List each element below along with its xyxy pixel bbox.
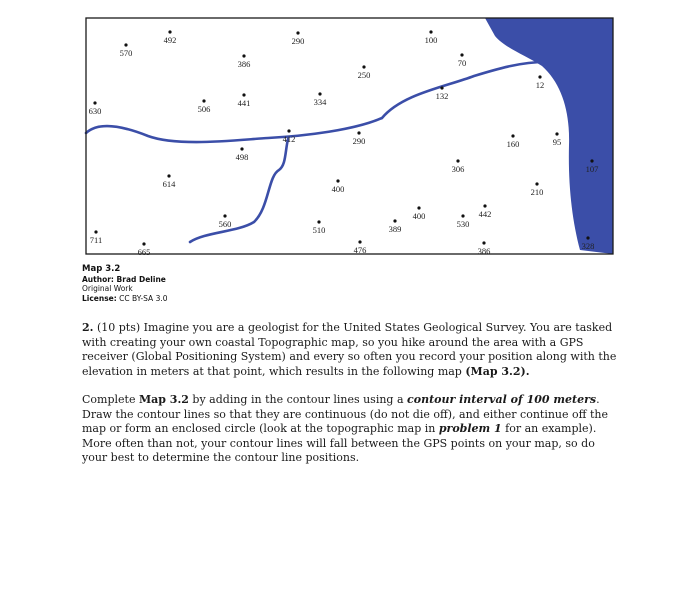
caption-license [82, 294, 168, 304]
elevation-label: 132 [435, 90, 449, 101]
elevation-label: 210 [530, 186, 544, 197]
elevation-label: 570 [119, 47, 133, 58]
gps-point-dot [242, 93, 245, 96]
gps-point [292, 31, 305, 46]
gps-point-dot [429, 30, 432, 33]
gps-point [314, 92, 328, 107]
elevation-label: 334 [313, 96, 327, 107]
instructions-part-b: by adding in the contour lines using a [188, 393, 408, 406]
contour-interval: contour interval of 100 meters [407, 393, 597, 406]
gps-point-dot [483, 204, 486, 207]
gps-point [238, 93, 251, 108]
question-paragraph-1 [82, 321, 622, 379]
elevation-label: 665 [137, 246, 151, 257]
gps-point-dot [362, 65, 365, 68]
gps-point [425, 30, 438, 45]
topographic-map [0, 0, 700, 262]
gps-point-dot [336, 179, 339, 182]
elevation-label: 12 [535, 79, 545, 90]
gps-point-dot [461, 214, 464, 217]
caption-origin: Original Work [82, 284, 133, 293]
gps-point [452, 159, 465, 174]
instructions-part-d: for an example). More often than not, your contour lines will fall between the GPS points on your map, so do your best to determine the contour line positions. [82, 422, 597, 465]
gps-point [479, 204, 492, 219]
gps-point-dot [590, 159, 593, 162]
elevation-label: 107 [585, 163, 599, 174]
gps-point [164, 30, 177, 45]
gps-point-dot [456, 159, 459, 162]
map-reference: (Map 3.2). [465, 364, 530, 378]
elevation-label: 510 [312, 224, 326, 235]
gps-point-dot [142, 242, 145, 245]
gps-point-dot [511, 134, 514, 137]
question-number: 2. [82, 321, 94, 334]
gps-point-dot [538, 75, 541, 78]
gps-point-dot [93, 101, 96, 104]
gps-point [531, 182, 544, 197]
elevation-label: 290 [352, 135, 366, 146]
map-reference-2: Map 3.2 [138, 393, 189, 406]
elevation-label: 250 [357, 69, 371, 80]
license-value: CC BY-SA 3.0 [119, 293, 168, 303]
elevation-label: 630 [88, 105, 102, 116]
gps-point-dot [482, 241, 485, 244]
gps-point [219, 214, 232, 229]
gps-point-dot [240, 147, 243, 150]
gps-point [332, 179, 345, 194]
elevation-label: 400 [331, 183, 345, 194]
gps-point-dot [242, 54, 245, 57]
elevation-label: 530 [456, 218, 470, 229]
gps-point [389, 219, 402, 234]
elevation-label: 306 [451, 163, 465, 174]
gps-point-dot [296, 31, 299, 34]
gps-point [313, 220, 326, 235]
license-label: License: [82, 293, 117, 303]
gps-point-dot [202, 99, 205, 102]
gps-point [354, 240, 367, 255]
ocean [485, 18, 613, 254]
gps-point-dot [417, 206, 420, 209]
gps-point [283, 129, 296, 144]
caption-author: Author: Brad Deline [82, 274, 166, 284]
elevation-label: 389 [388, 223, 402, 234]
gps-point [536, 75, 545, 90]
instructions-part-c: . Draw the contour lines so that they are continuous (do not die off), and either continue off the map or form an enclosed circle (look at the topographic map in [82, 393, 608, 436]
gps-point-dot [357, 131, 360, 134]
gps-point-dot [586, 236, 589, 239]
elevation-label: 328 [581, 240, 595, 251]
gps-point [236, 147, 249, 162]
elevation-label: 492 [163, 34, 177, 45]
elevation-label: 506 [197, 103, 211, 114]
gps-point-dot [555, 132, 558, 135]
caption-title: Map 3.2 [82, 264, 121, 274]
gps-point-dot [167, 174, 170, 177]
gps-point [553, 132, 562, 147]
question-paragraph-2 [82, 393, 622, 466]
gps-point [413, 206, 426, 221]
gps-point-dot [358, 240, 361, 243]
gps-point-dot [440, 86, 443, 89]
gps-point-dot [124, 43, 127, 46]
gps-point-dot [287, 129, 290, 132]
map-caption [82, 265, 168, 303]
elevation-label: 412 [282, 133, 296, 144]
gps-point-dot [535, 182, 538, 185]
gps-point [90, 230, 102, 245]
gps-point [458, 53, 467, 68]
elevation-label: 70 [457, 57, 467, 68]
elevation-label: 442 [478, 208, 492, 219]
problem-reference: problem 1 [438, 422, 502, 436]
elevation-label: 476 [353, 244, 367, 255]
elevation-label: 614 [162, 178, 176, 189]
gps-point [478, 241, 491, 256]
gps-point-dot [393, 219, 396, 222]
gps-point [120, 43, 133, 58]
gps-point [507, 134, 520, 149]
elevation-label: 498 [235, 151, 249, 162]
elevation-label: 386 [237, 58, 251, 69]
gps-point [89, 101, 102, 116]
gps-point [138, 242, 151, 257]
elevation-label: 400 [412, 210, 426, 221]
gps-point [358, 65, 371, 80]
gps-point [238, 54, 251, 69]
elevation-label: 560 [218, 218, 232, 229]
gps-point [198, 99, 211, 114]
gps-point [353, 131, 366, 146]
gps-point [457, 214, 470, 229]
elevation-label: 290 [291, 35, 305, 46]
gps-point-dot [94, 230, 97, 233]
elevation-label: 441 [237, 97, 251, 108]
elevation-label: 100 [424, 34, 438, 45]
elevation-label: 160 [506, 138, 520, 149]
gps-point-dot [460, 53, 463, 56]
elevation-label: 95 [552, 136, 562, 147]
gps-point-dot [317, 220, 320, 223]
gps-point-dot [318, 92, 321, 95]
instructions-part-a: Complete [82, 393, 139, 406]
elevation-label: 386 [477, 245, 491, 256]
question-text: (10 pts) Imagine you are a geologist for the United States Geological Survey. You are tasked with creating your own coastal Topographic map, so you hike around the area with a GPS receiver (Global Positioning System) and every so often you record your position along with the elevation in meters at that point, which results in the following map [82, 321, 617, 378]
elevation-label: 711 [89, 234, 103, 245]
gps-point [163, 174, 177, 189]
gps-point-dot [168, 30, 171, 33]
gps-point-dot [223, 214, 226, 217]
